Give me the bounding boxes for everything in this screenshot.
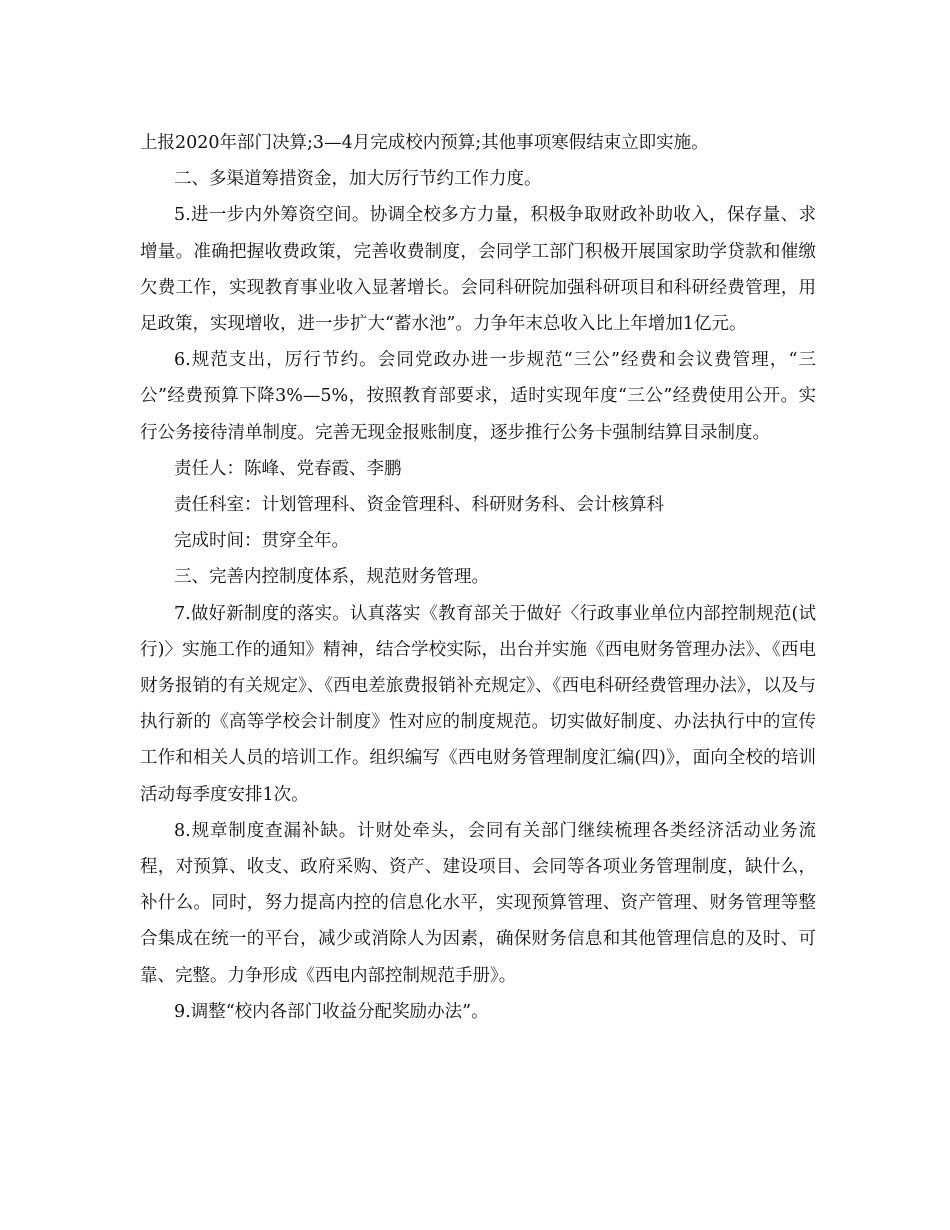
paragraph-item-6: 6.规范支出，厉行节约。会同党政办进一步规范“三公”经费和会议费管理，“三公”经费预算下降3%—5%，按照教育部要求，适时实现年度“三公”经费使用公开。实行公务接待清单制度。完善无现金报账制度，逐步推行公务卡强制结算目录制度。 xyxy=(140,350,816,443)
paragraph-1: 上报2020年部门决算;3—4月完成校内预算;其他事项寒假结束立即实施。 xyxy=(140,133,709,153)
completion-time: 完成时间：贯穿全年。 xyxy=(174,531,349,552)
paragraph-item-7: 7.做好新制度的落实。认真落实《教育部关于做好〈行政事业单位内部控制规范(试行)〉实施工作的通知》精神，结合学校实际，出台并实施《西电财务管理办法》、《西电财务报销的有关规定》、《西电差旅费报销补充规定》、《西电科研经费管理办法》，以及与执行新的《高等学校会计制度》性对应的制度规范。切实做好制度、办法执行中的宣传工作和相关人员的培训工作。组织编写《西电财务管理制度汇编(四)》，面向全校的培训活动每季度安排1次。 xyxy=(140,603,816,805)
section-heading-2: 二、多渠道筹措资金，加大厉行节约工作力度。 xyxy=(174,169,542,190)
paragraph-item-9: 9.调整“校内各部门收益分配奖励办法”。 xyxy=(174,1001,489,1022)
paragraph-item-8: 8.规章制度查漏补缺。计财处牵头，会同有关部门继续梳理各类经济活动业务流程，对预算、收支、政府采购、资产、建设项目、会同等各项业务管理制度，缺什么，补什么。同时，努力提高内控的信息化水平，实现预算管理、资产管理、财务管理等整合集成在统一的平台，减少或消除人为因素，确保财务信息和其他管理信息的及时、可靠、完整。力争形成《西电内部控制规范手册》。 xyxy=(140,820,816,986)
document-body xyxy=(140,125,816,1030)
responsible-person: 责任人：陈峰、党春霞、李鹏 xyxy=(174,458,402,479)
section-heading-3: 三、完善内控制度体系，规范财务管理。 xyxy=(174,567,489,588)
paragraph-item-5: 5.进一步内外筹资空间。协调全校多方力量，积极争取财政补助收入，保存量、求增量。准确把握收费政策，完善收费制度，会同学工部门积极开展国家助学贷款和催缴欠费工作，实现教育事业收入显著增长。会同科研院加强科研项目和科研经费管理，用足政策，实现增收，进一步扩大“蓄水池”。力争年末总收入比上年增加1亿元。 xyxy=(140,205,816,335)
responsible-office: 责任科室：计划管理科、资金管理科、科研财务科、会计核算科 xyxy=(174,495,664,516)
